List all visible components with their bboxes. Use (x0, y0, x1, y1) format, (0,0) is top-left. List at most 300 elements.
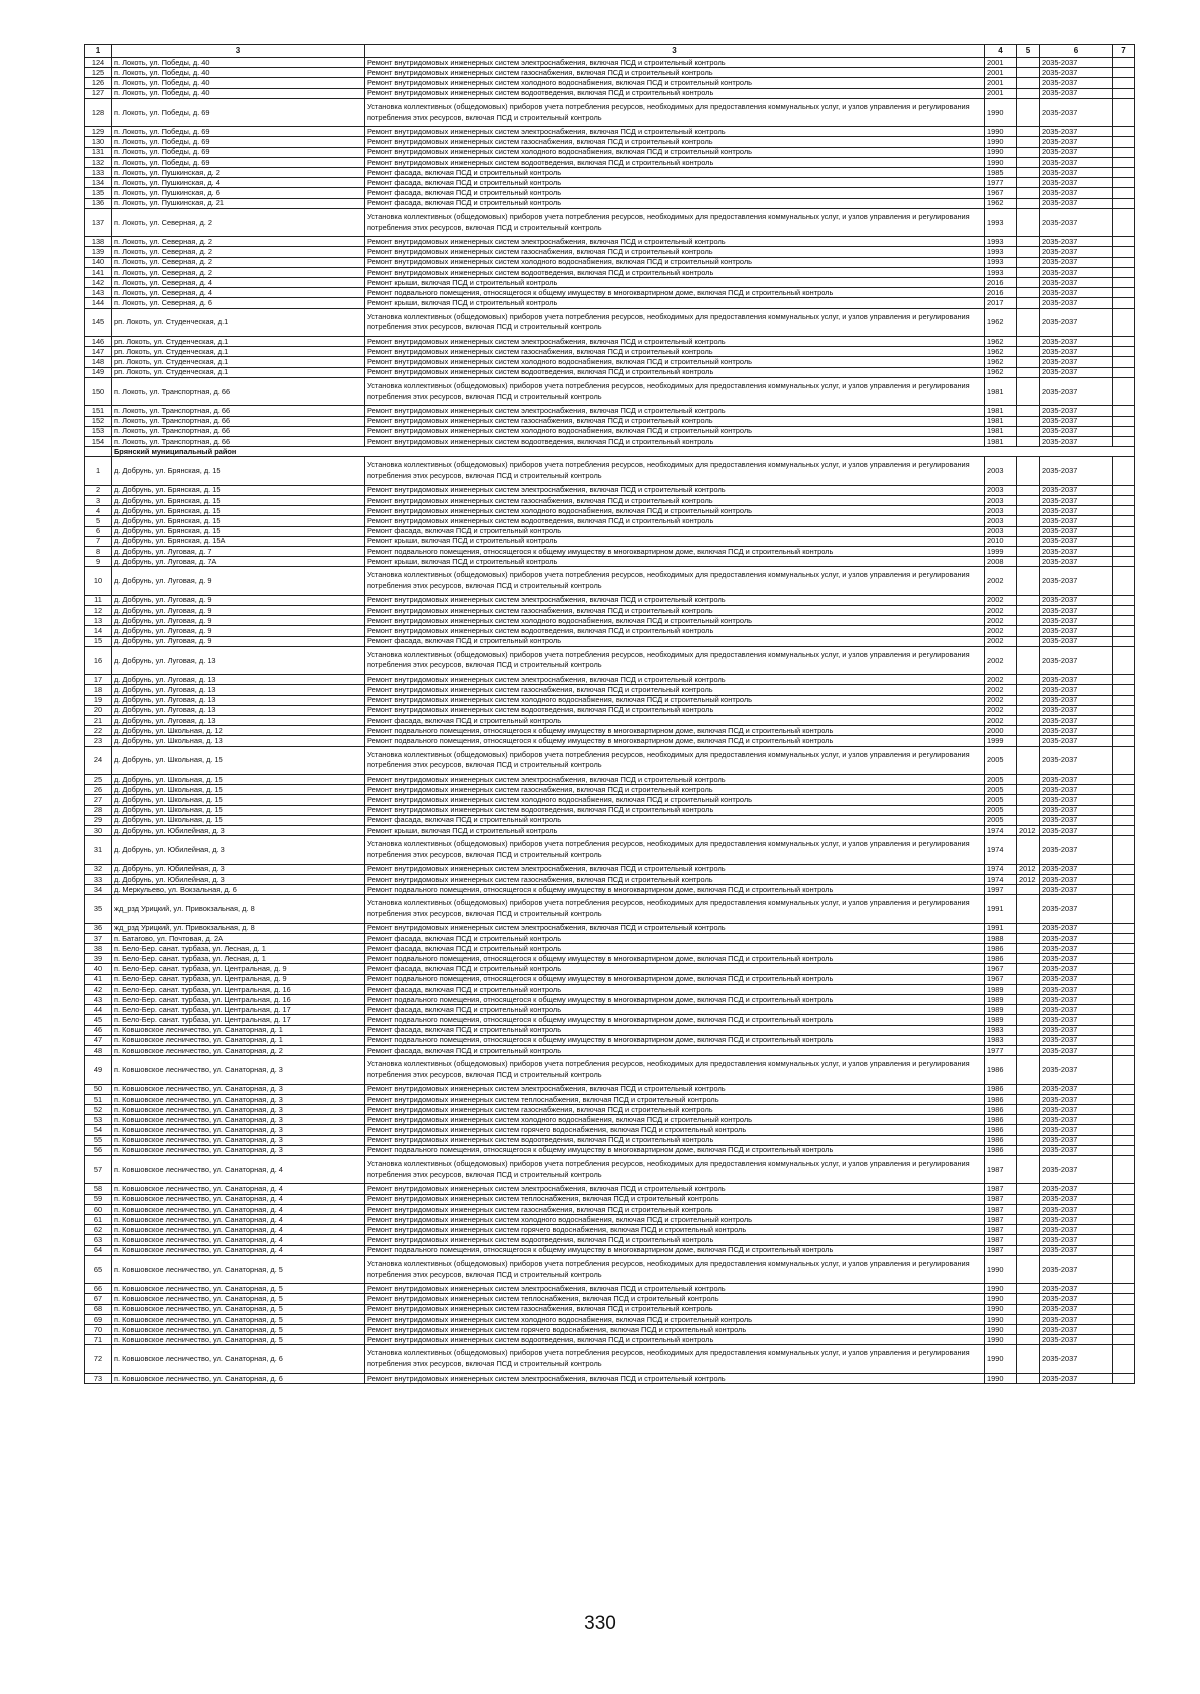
extra-cell (1113, 1304, 1135, 1314)
table-row (85, 1294, 1135, 1304)
extra-cell (1113, 616, 1135, 626)
table-row (85, 775, 1135, 785)
last-repair-year-cell (1017, 1094, 1040, 1104)
work-type-cell: Ремонт внутридомовых инженерных систем водоотведения, включая ПСД и строительный контроль (365, 626, 985, 636)
last-repair-year-cell (1017, 526, 1040, 536)
extra-cell (1113, 805, 1135, 815)
address-cell: д. Добрунь, ул. Школьная, д. 15 (112, 785, 365, 795)
row-number-cell: 133 (85, 168, 112, 178)
table-row (85, 1005, 1135, 1015)
address-cell: п. Бело-Бер. санат. турбаза, ул. Центральная, д. 9 (112, 964, 365, 974)
work-type-cell: Ремонт внутридомовых инженерных систем теплоснабжения, включая ПСД и строительный контроль (365, 1294, 985, 1304)
row-number-cell: 26 (85, 785, 112, 795)
row-number-cell: 19 (85, 695, 112, 705)
planned-period-cell: 2035-2037 (1040, 406, 1113, 416)
row-number-cell: 2 (85, 485, 112, 495)
row-number-cell: 65 (85, 1255, 112, 1284)
work-type-cell: Ремонт фасада, включая ПСД и строительный контроль (365, 1045, 985, 1055)
work-type-cell: Ремонт внутридомовых инженерных систем газоснабжения, включая ПСД и строительный контроль (365, 247, 985, 257)
planned-period-cell: 2035-2037 (1040, 695, 1113, 705)
address-cell: п. Локоть, ул. Северная, д. 6 (112, 298, 365, 308)
extra-cell (1113, 88, 1135, 98)
work-type-cell: Ремонт фасада, включая ПСД и строительный контроль (365, 168, 985, 178)
extra-cell (1113, 695, 1135, 705)
build-year-cell: 1987 (985, 1225, 1017, 1235)
row-number-cell: 15 (85, 636, 112, 646)
build-year-cell: 1974 (985, 836, 1017, 865)
last-repair-year-cell (1017, 705, 1040, 715)
table-row (85, 426, 1135, 436)
extra-cell (1113, 1025, 1135, 1035)
build-year-cell: 2001 (985, 68, 1017, 78)
row-number-cell: 127 (85, 88, 112, 98)
build-year-cell: 1962 (985, 308, 1017, 337)
build-year-cell: 2003 (985, 495, 1017, 505)
extra-cell (1113, 198, 1135, 208)
build-year-cell: 1983 (985, 1025, 1017, 1035)
page-number: 330 (584, 1613, 616, 1634)
build-year-cell: 1990 (985, 127, 1017, 137)
build-year-cell: 1967 (985, 974, 1017, 984)
work-type-cell: Установка коллективных (общедомовых) приборов учета потребления ресурсов, необходимых для предоставления коммунальных услуг, и узлов управления и регулирования потребления этих ресурсов, включая ПСД и строительный контроль (365, 1056, 985, 1085)
planned-period-cell: 2035-2037 (1040, 1125, 1113, 1135)
table-row (85, 278, 1135, 288)
row-number-cell: 23 (85, 736, 112, 746)
extra-cell (1113, 895, 1135, 924)
table-row (85, 347, 1135, 357)
planned-period-cell: 2035-2037 (1040, 516, 1113, 526)
address-cell: д. Добрунь, ул. Юбилейная, д. 3 (112, 825, 365, 835)
build-year-cell: 2005 (985, 775, 1017, 785)
extra-cell (1113, 1115, 1135, 1125)
work-type-cell: Ремонт внутридомовых инженерных систем электроснабжения, включая ПСД и строительный контроль (365, 864, 985, 874)
table-row (85, 536, 1135, 546)
address-cell: д. Добрунь, ул. Луговая, д. 13 (112, 695, 365, 705)
extra-cell (1113, 457, 1135, 486)
work-type-cell: Ремонт подвального помещения, относящегося к общему имуществу в многоквартирном доме, включая ПСД и строительный контроль (365, 885, 985, 895)
extra-cell (1113, 775, 1135, 785)
last-repair-year-cell (1017, 944, 1040, 954)
last-repair-year-cell (1017, 168, 1040, 178)
work-type-cell: Ремонт подвального помещения, относящегося к общему имуществу в многоквартирном доме, включая ПСД и строительный контроль (365, 736, 985, 746)
extra-cell (1113, 715, 1135, 725)
extra-cell (1113, 168, 1135, 178)
work-type-cell: Ремонт фасада, включая ПСД и строительный контроль (365, 933, 985, 943)
planned-period-cell: 2035-2037 (1040, 974, 1113, 984)
table-row (85, 308, 1135, 337)
build-year-cell: 1999 (985, 546, 1017, 556)
last-repair-year-cell (1017, 646, 1040, 675)
row-number-cell: 1 (85, 457, 112, 486)
table-row (85, 626, 1135, 636)
last-repair-year-cell (1017, 88, 1040, 98)
last-repair-year-cell (1017, 1194, 1040, 1204)
planned-period-cell: 2035-2037 (1040, 895, 1113, 924)
address-cell: рп. Локоть, ул. Студенческая, д.1 (112, 308, 365, 337)
last-repair-year-cell (1017, 288, 1040, 298)
address-cell: д. Добрунь, ул. Брянская, д. 15 (112, 526, 365, 536)
planned-period-cell: 2035-2037 (1040, 367, 1113, 377)
header-cell: 1 (85, 45, 112, 58)
work-type-cell: Установка коллективных (общедомовых) приборов учета потребления ресурсов, необходимых для предоставления коммунальных услуг, и узлов управления и регулирования потребления этих ресурсов, включая ПСД и строительный контроль (365, 1155, 985, 1184)
table-row (85, 646, 1135, 675)
row-number-cell: 55 (85, 1135, 112, 1145)
address-cell: п. Локоть, ул. Транспортная, д. 66 (112, 436, 365, 446)
last-repair-year-cell (1017, 1235, 1040, 1245)
row-number-cell: 46 (85, 1025, 112, 1035)
planned-period-cell: 2035-2037 (1040, 495, 1113, 505)
last-repair-year-cell: 2012 (1017, 864, 1040, 874)
extra-cell (1113, 1325, 1135, 1335)
address-cell: п. Бело-Бер. санат. турбаза, ул. Центральная, д. 16 (112, 984, 365, 994)
build-year-cell: 1987 (985, 1215, 1017, 1225)
planned-period-cell: 2035-2037 (1040, 1215, 1113, 1225)
extra-cell (1113, 1235, 1135, 1245)
last-repair-year-cell (1017, 1314, 1040, 1324)
build-year-cell: 1999 (985, 736, 1017, 746)
address-cell: п. Ковшовское лесничество, ул. Санаторная, д. 1 (112, 1025, 365, 1035)
work-type-cell: Ремонт внутридомовых инженерных систем холодного водоснабжения, включая ПСД и строительный контроль (365, 357, 985, 367)
planned-period-cell: 2035-2037 (1040, 178, 1113, 188)
last-repair-year-cell (1017, 775, 1040, 785)
row-number-cell: 16 (85, 646, 112, 675)
build-year-cell: 2001 (985, 78, 1017, 88)
table-row (85, 1314, 1135, 1324)
last-repair-year-cell (1017, 685, 1040, 695)
address-cell: п. Локоть, ул. Пушкинская, д. 6 (112, 188, 365, 198)
row-number-cell: 40 (85, 964, 112, 974)
planned-period-cell: 2035-2037 (1040, 705, 1113, 715)
last-repair-year-cell (1017, 1255, 1040, 1284)
build-year-cell: 1986 (985, 1135, 1017, 1145)
build-year-cell: 2002 (985, 695, 1017, 705)
address-cell: п. Ковшовское лесничество, ул. Санаторная, д. 3 (112, 1094, 365, 1104)
extra-cell (1113, 1125, 1135, 1135)
table-row (85, 567, 1135, 596)
build-year-cell: 1981 (985, 436, 1017, 446)
build-year-cell: 2005 (985, 746, 1017, 775)
planned-period-cell: 2035-2037 (1040, 626, 1113, 636)
extra-cell (1113, 795, 1135, 805)
build-year-cell: 1987 (985, 1204, 1017, 1214)
planned-period-cell: 2035-2037 (1040, 1056, 1113, 1085)
address-cell: п. Ковшовское лесничество, ул. Санаторная, д. 3 (112, 1145, 365, 1155)
table-row (85, 1135, 1135, 1145)
planned-period-cell: 2035-2037 (1040, 646, 1113, 675)
build-year-cell: 1962 (985, 357, 1017, 367)
build-year-cell: 2017 (985, 298, 1017, 308)
planned-period-cell: 2035-2037 (1040, 1204, 1113, 1214)
table-row (85, 705, 1135, 715)
extra-cell (1113, 278, 1135, 288)
work-type-cell: Ремонт внутридомовых инженерных систем электроснабжения, включая ПСД и строительный контроль (365, 923, 985, 933)
row-number-cell: 22 (85, 726, 112, 736)
address-cell: п. Локоть, ул. Транспортная, д. 66 (112, 426, 365, 436)
table-row (85, 1255, 1135, 1284)
work-type-cell: Ремонт внутридомовых инженерных систем электроснабжения, включая ПСД и строительный контроль (365, 675, 985, 685)
extra-cell (1113, 367, 1135, 377)
last-repair-year-cell (1017, 974, 1040, 984)
build-year-cell: 1989 (985, 984, 1017, 994)
work-type-cell: Ремонт фасада, включая ПСД и строительный контроль (365, 526, 985, 536)
row-number-cell: 8 (85, 546, 112, 556)
planned-period-cell: 2035-2037 (1040, 1325, 1113, 1335)
row-number-cell: 43 (85, 995, 112, 1005)
build-year-cell: 1967 (985, 188, 1017, 198)
planned-period-cell: 2035-2037 (1040, 944, 1113, 954)
address-cell: д. Добрунь, ул. Школьная, д. 13 (112, 736, 365, 746)
work-type-cell: Ремонт внутридомовых инженерных систем газоснабжения, включая ПСД и строительный контроль (365, 1304, 985, 1314)
last-repair-year-cell (1017, 1335, 1040, 1345)
address-cell: п. Локоть, ул. Победы, д. 69 (112, 98, 365, 127)
build-year-cell: 2005 (985, 805, 1017, 815)
last-repair-year-cell (1017, 1035, 1040, 1045)
table-row (85, 157, 1135, 167)
extra-cell (1113, 426, 1135, 436)
address-cell: д. Добрунь, ул. Брянская, д. 15А (112, 536, 365, 546)
table-row (85, 436, 1135, 446)
planned-period-cell: 2035-2037 (1040, 736, 1113, 746)
build-year-cell: 2002 (985, 626, 1017, 636)
planned-period-cell: 2035-2037 (1040, 1094, 1113, 1104)
work-type-cell: Установка коллективных (общедомовых) приборов учета потребления ресурсов, необходимых для предоставления коммунальных услуг, и узлов управления и регулирования потребления этих ресурсов, включая ПСД и строительный контроль (365, 646, 985, 675)
build-year-cell: 1974 (985, 864, 1017, 874)
extra-cell (1113, 605, 1135, 615)
planned-period-cell: 2035-2037 (1040, 188, 1113, 198)
build-year-cell: 1990 (985, 1373, 1017, 1383)
planned-period-cell: 2035-2037 (1040, 198, 1113, 208)
build-year-cell: 1981 (985, 426, 1017, 436)
row-number-cell: 134 (85, 178, 112, 188)
extra-cell (1113, 247, 1135, 257)
build-year-cell: 2000 (985, 726, 1017, 736)
row-number-cell: 30 (85, 825, 112, 835)
work-type-cell: Ремонт подвального помещения, относящегося к общему имуществу в многоквартирном доме, включая ПСД и строительный контроль (365, 1015, 985, 1025)
build-year-cell: 1967 (985, 964, 1017, 974)
address-cell: п. Локоть, ул. Транспортная, д. 66 (112, 377, 365, 406)
build-year-cell: 1997 (985, 885, 1017, 895)
work-type-cell: Ремонт внутридомовых инженерных систем газоснабжения, включая ПСД и строительный контроль (365, 685, 985, 695)
row-number-cell: 146 (85, 337, 112, 347)
last-repair-year-cell (1017, 1115, 1040, 1125)
work-type-cell: Ремонт внутридомовых инженерных систем холодного водоснабжения, включая ПСД и строительный контроль (365, 695, 985, 705)
address-cell: п. Ковшовское лесничество, ул. Санаторная, д. 3 (112, 1056, 365, 1085)
last-repair-year-cell (1017, 516, 1040, 526)
build-year-cell: 1981 (985, 406, 1017, 416)
work-type-cell: Ремонт крыши, включая ПСД и строительный контроль (365, 825, 985, 835)
row-number-cell: 64 (85, 1245, 112, 1255)
row-number-cell: 39 (85, 954, 112, 964)
row-number-cell: 63 (85, 1235, 112, 1245)
address-cell: п. Локоть, ул. Пушкинская, д. 4 (112, 178, 365, 188)
planned-period-cell: 2035-2037 (1040, 1015, 1113, 1025)
table-row (85, 298, 1135, 308)
work-type-cell: Ремонт крыши, включая ПСД и строительный контроль (365, 557, 985, 567)
table-row (85, 685, 1135, 695)
table-row (85, 357, 1135, 367)
planned-period-cell: 2035-2037 (1040, 426, 1113, 436)
build-year-cell: 2002 (985, 567, 1017, 596)
table-row (85, 636, 1135, 646)
row-number-cell: 153 (85, 426, 112, 436)
row-number-cell: 12 (85, 605, 112, 615)
extra-cell (1113, 944, 1135, 954)
address-cell: п. Локоть, ул. Пушкинская, д. 21 (112, 198, 365, 208)
row-number-cell: 71 (85, 1335, 112, 1345)
last-repair-year-cell (1017, 1135, 1040, 1145)
row-number-cell: 42 (85, 984, 112, 994)
last-repair-year-cell (1017, 626, 1040, 636)
planned-period-cell: 2035-2037 (1040, 595, 1113, 605)
planned-period-cell: 2035-2037 (1040, 1035, 1113, 1045)
row-number-cell: 20 (85, 705, 112, 715)
extra-cell (1113, 1145, 1135, 1155)
extra-cell (1113, 485, 1135, 495)
table-row (85, 933, 1135, 943)
extra-cell (1113, 984, 1135, 994)
address-cell: д. Добрунь, ул. Луговая, д. 9 (112, 605, 365, 615)
extra-cell (1113, 298, 1135, 308)
work-type-cell: Ремонт фасада, включая ПСД и строительный контроль (365, 178, 985, 188)
planned-period-cell: 2035-2037 (1040, 675, 1113, 685)
table-row (85, 695, 1135, 705)
table-row (85, 954, 1135, 964)
extra-cell (1113, 1056, 1135, 1085)
build-year-cell: 2003 (985, 485, 1017, 495)
row-number-cell: 61 (85, 1215, 112, 1225)
row-number-cell: 29 (85, 815, 112, 825)
work-type-cell: Ремонт внутридомовых инженерных систем водоотведения, включая ПСД и строительный контроль (365, 157, 985, 167)
address-cell: п. Локоть, ул. Победы, д. 40 (112, 58, 365, 68)
work-type-cell: Ремонт внутридомовых инженерных систем газоснабжения, включая ПСД и строительный контроль (365, 137, 985, 147)
build-year-cell: 1974 (985, 825, 1017, 835)
section-header-row (85, 447, 1135, 457)
address-cell: п. Локоть, ул. Победы, д. 69 (112, 127, 365, 137)
extra-cell (1113, 815, 1135, 825)
last-repair-year-cell (1017, 1015, 1040, 1025)
last-repair-year-cell (1017, 495, 1040, 505)
build-year-cell: 1987 (985, 1235, 1017, 1245)
planned-period-cell: 2035-2037 (1040, 1294, 1113, 1304)
row-number-cell: 47 (85, 1035, 112, 1045)
planned-period-cell: 2035-2037 (1040, 1145, 1113, 1155)
table-row (85, 367, 1135, 377)
extra-cell (1113, 626, 1135, 636)
address-cell: п. Локоть, ул. Победы, д. 69 (112, 137, 365, 147)
build-year-cell: 1991 (985, 895, 1017, 924)
table-row (85, 1325, 1135, 1335)
work-type-cell: Ремонт подвального помещения, относящегося к общему имуществу в многоквартирном доме, включая ПСД и строительный контроль (365, 954, 985, 964)
row-number-cell: 44 (85, 1005, 112, 1015)
work-type-cell: Ремонт внутридомовых инженерных систем холодного водоснабжения, включая ПСД и строительный контроль (365, 257, 985, 267)
table-row (85, 98, 1135, 127)
work-type-cell: Ремонт внутридомовых инженерных систем холодного водоснабжения, включая ПСД и строительный контроль (365, 147, 985, 157)
table-row (85, 526, 1135, 536)
table-row (85, 406, 1135, 416)
last-repair-year-cell (1017, 416, 1040, 426)
row-number-cell: 144 (85, 298, 112, 308)
table-row (85, 836, 1135, 865)
work-type-cell: Ремонт внутридомовых инженерных систем холодного водоснабжения, включая ПСД и строительный контроль (365, 1215, 985, 1225)
work-type-cell: Ремонт подвального помещения, относящегося к общему имуществу в многоквартирном доме, включая ПСД и строительный контроль (365, 995, 985, 1005)
build-year-cell: 1986 (985, 1125, 1017, 1135)
row-number-cell: 72 (85, 1345, 112, 1374)
row-number-cell: 60 (85, 1204, 112, 1214)
build-year-cell: 2002 (985, 646, 1017, 675)
last-repair-year-cell (1017, 885, 1040, 895)
row-number-cell: 150 (85, 377, 112, 406)
address-cell: п. Локоть, ул. Транспортная, д. 66 (112, 406, 365, 416)
row-number-cell: 37 (85, 933, 112, 943)
address-cell: д. Добрунь, ул. Брянская, д. 15 (112, 516, 365, 526)
table-row (85, 1204, 1135, 1214)
address-cell: п. Ковшовское лесничество, ул. Санаторная, д. 5 (112, 1325, 365, 1335)
row-number-cell: 69 (85, 1314, 112, 1324)
last-repair-year-cell (1017, 406, 1040, 416)
table-row (85, 1015, 1135, 1025)
work-type-cell: Ремонт подвального помещения, относящегося к общему имуществу в многоквартирном доме, включая ПСД и строительный контроль (365, 1245, 985, 1255)
work-type-cell: Ремонт фасада, включая ПСД и строительный контроль (365, 715, 985, 725)
planned-period-cell: 2035-2037 (1040, 954, 1113, 964)
planned-period-cell: 2035-2037 (1040, 88, 1113, 98)
work-type-cell: Ремонт внутридомовых инженерных систем водоотведения, включая ПСД и строительный контроль (365, 436, 985, 446)
table-row (85, 885, 1135, 895)
last-repair-year-cell (1017, 127, 1040, 137)
last-repair-year-cell (1017, 1373, 1040, 1383)
row-number-cell: 13 (85, 616, 112, 626)
table-row (85, 1194, 1135, 1204)
build-year-cell: 2003 (985, 506, 1017, 516)
work-type-cell: Ремонт фасада, включая ПСД и строительный контроль (365, 1005, 985, 1015)
row-number-cell: 70 (85, 1325, 112, 1335)
table-row (85, 1215, 1135, 1225)
extra-cell (1113, 308, 1135, 337)
work-type-cell: Установка коллективных (общедомовых) приборов учета потребления ресурсов, необходимых для предоставления коммунальных услуг, и узлов управления и регулирования потребления этих ресурсов, включая ПСД и строительный контроль (365, 746, 985, 775)
row-number-cell: 148 (85, 357, 112, 367)
document-sheet (84, 44, 1134, 1384)
last-repair-year-cell (1017, 485, 1040, 495)
build-year-cell: 1990 (985, 1345, 1017, 1374)
work-type-cell: Ремонт фасада, включая ПСД и строительный контроль (365, 636, 985, 646)
build-year-cell: 1990 (985, 157, 1017, 167)
table-row (85, 1094, 1135, 1104)
address-cell: д. Добрунь, ул. Школьная, д. 15 (112, 795, 365, 805)
last-repair-year-cell (1017, 1304, 1040, 1314)
row-number-cell: 24 (85, 746, 112, 775)
extra-cell (1113, 595, 1135, 605)
address-cell: д. Добрунь, ул. Школьная, д. 15 (112, 775, 365, 785)
address-cell: п. Ковшовское лесничество, ул. Санаторная, д. 2 (112, 1045, 365, 1055)
last-repair-year-cell (1017, 347, 1040, 357)
extra-cell (1113, 78, 1135, 88)
planned-period-cell: 2035-2037 (1040, 874, 1113, 884)
build-year-cell: 1989 (985, 995, 1017, 1005)
row-number-cell: 139 (85, 247, 112, 257)
planned-period-cell: 2035-2037 (1040, 1335, 1113, 1345)
extra-cell (1113, 1314, 1135, 1324)
row-number-cell: 48 (85, 1045, 112, 1055)
planned-period-cell: 2035-2037 (1040, 685, 1113, 695)
table-row (85, 785, 1135, 795)
planned-period-cell: 2035-2037 (1040, 616, 1113, 626)
work-type-cell: Ремонт внутридомовых инженерных систем электроснабжения, включая ПСД и строительный контроль (365, 1184, 985, 1194)
address-cell: д. Добрунь, ул. Брянская, д. 15 (112, 495, 365, 505)
address-cell: п. Локоть, ул. Победы, д. 40 (112, 88, 365, 98)
row-number-cell: 36 (85, 923, 112, 933)
build-year-cell: 1974 (985, 874, 1017, 884)
last-repair-year-cell (1017, 1294, 1040, 1304)
row-number-cell: 50 (85, 1084, 112, 1094)
